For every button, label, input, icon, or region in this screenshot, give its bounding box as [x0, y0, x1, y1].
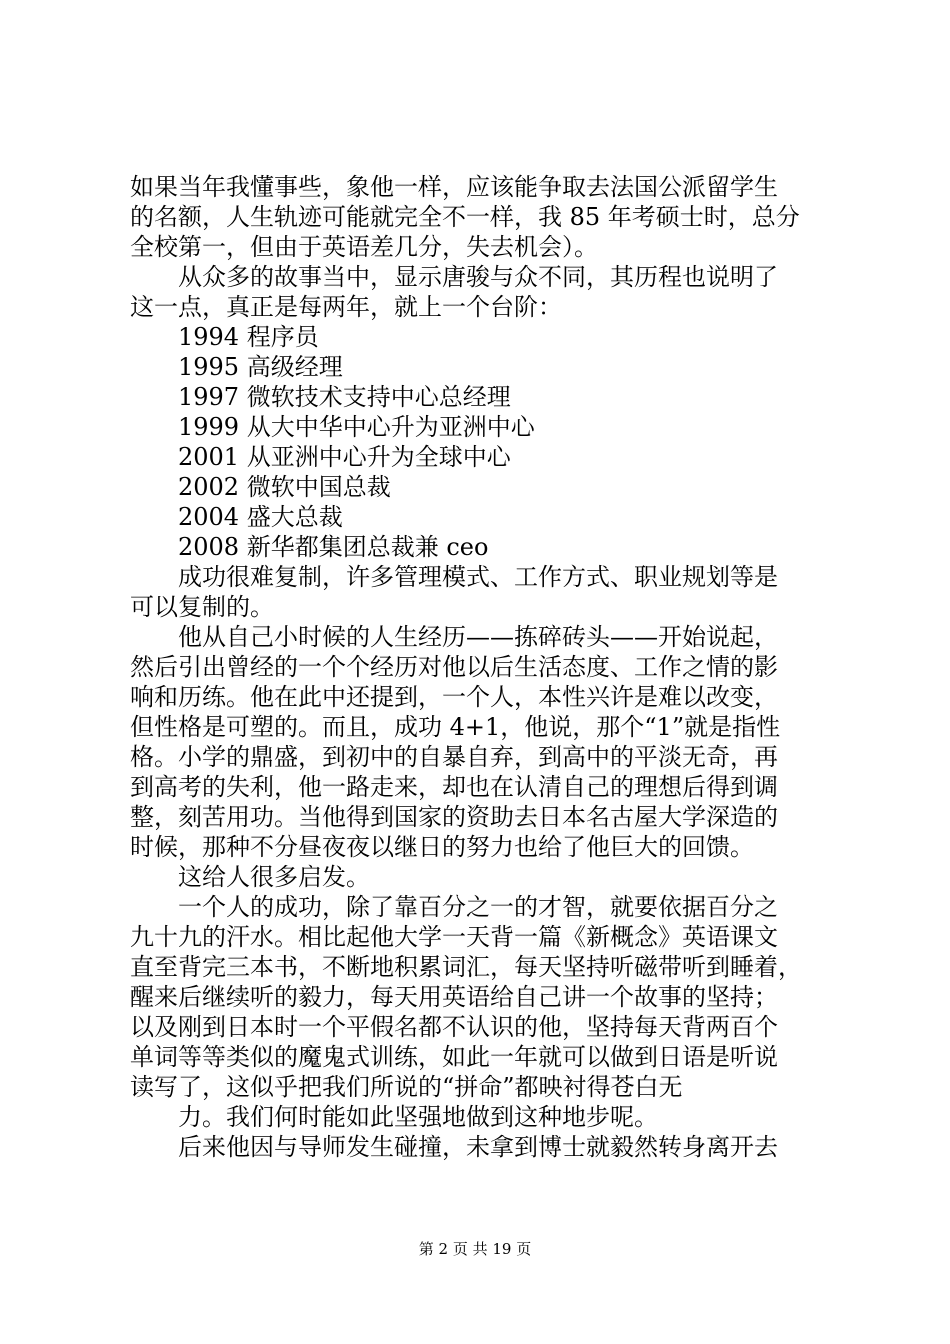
text-line: 2001 从亚洲中心升为全球中心	[178, 443, 511, 471]
text-line: 力。我们何时能如此坚强地做到这种地步呢。	[178, 1103, 658, 1131]
text-line: 然后引出曾经的一个个经历对他以后生活态度、工作之情的影	[130, 653, 778, 681]
text-line: 2004 盛大总裁	[178, 503, 343, 531]
text-line: 1995 高级经理	[178, 353, 343, 381]
text-line: 他从自己小时候的人生经历——拣碎砖头——开始说起，	[178, 623, 778, 651]
text-line: 后来他因与导师发生碰撞，未拿到博士就毅然转身离开去	[178, 1133, 778, 1161]
text-line: 一个人的成功，除了靠百分之一的才智，就要依据百分之	[178, 893, 778, 921]
text-line: 1999 从大中华中心升为亚洲中心	[178, 413, 535, 441]
text-line: 1994 程序员	[178, 323, 319, 351]
text-line: 这一点，真正是每两年，就上一个台阶：	[130, 293, 562, 321]
text-line: 读写了，这似乎把我们所说的“拼命”都映衬得苍白无	[130, 1073, 683, 1101]
text-line: 这给人很多启发。	[178, 863, 370, 891]
text-line: 成功很难复制，许多管理模式、工作方式、职业规划等是	[178, 563, 778, 591]
page-footer: 第 2 页 共 19 页	[418, 1240, 532, 1258]
text-line: 从众多的故事当中，显示唐骏与众不同，其历程也说明了	[178, 263, 778, 291]
text-line: 时候，那种不分昼夜夜以继日的努力也给了他巨大的回馈。	[130, 833, 754, 861]
text-line: 2002 微软中国总裁	[178, 473, 391, 501]
text-line: 的名额，人生轨迹可能就完全不一样，我 85 年考硕士时，总分	[130, 203, 800, 231]
text-line: 如果当年我懂事些，象他一样，应该能争取去法国公派留学生	[130, 173, 778, 201]
text-line: 以及刚到日本时一个平假名都不认识的他，坚持每天背两百个	[130, 1013, 778, 1041]
text-line: 全校第一，但由于英语差几分，失去机会）。	[130, 233, 598, 261]
text-line: 1997 微软技术支持中心总经理	[178, 383, 511, 411]
text-line: 整，刻苦用功。当他得到国家的资助去日本名古屋大学深造的	[130, 803, 778, 831]
text-line: 但性格是可塑的。而且，成功 4+1，他说，那个“1”就是指性	[130, 713, 781, 741]
text-line: 醒来后继续听的毅力，每天用英语给自己讲一个故事的坚持；	[130, 983, 778, 1011]
text-line: 直至背完三本书，不断地积累词汇，每天坚持听磁带听到睡着，	[130, 953, 802, 981]
text-line: 2008 新华都集团总裁兼 ceo	[178, 533, 489, 561]
text-line: 到高考的失利，他一路走来，却也在认清自己的理想后得到调	[130, 773, 778, 801]
text-line: 单词等等类似的魔鬼式训练，如此一年就可以做到日语是听说	[130, 1043, 778, 1071]
text-line: 响和历练。他在此中还提到，一个人，本性兴许是难以改变，	[130, 683, 778, 711]
text-line: 可以复制的。	[130, 593, 274, 621]
text-line: 格。小学的鼎盛，到初中的自暴自弃，到高中的平淡无奇，再	[130, 743, 778, 771]
document-body	[130, 172, 830, 1162]
text-line: 九十九的汗水。相比起他大学一天背一篇《新概念》英语课文	[130, 923, 778, 951]
